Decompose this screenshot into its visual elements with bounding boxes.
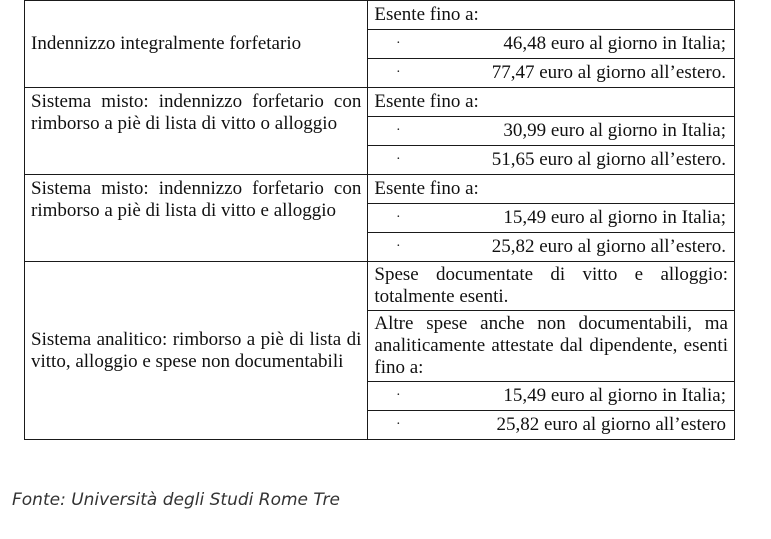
row1-label: Indennizzo integralmente forfetario <box>25 1 368 88</box>
bullet-icon: · <box>396 36 401 51</box>
row3-header: Esente fino a: <box>368 175 735 204</box>
source-caption: Fonte: Università degli Studi Rome Tre <box>12 490 340 510</box>
bullet-icon: · <box>396 123 401 138</box>
row3-bullet-1: · 15,49 euro al giorno in Italia; <box>368 204 735 233</box>
row2-header: Esente fino a: <box>368 88 735 117</box>
bullet-icon: · <box>396 417 401 432</box>
row4-bullet-2: · 25,82 euro al giorno all’estero <box>368 411 735 440</box>
row2-label: Sistema misto: indennizzo forfetario con rimborso a piè di lista di vitto o alloggio <box>25 88 368 175</box>
row2-bullet-1: · 30,99 euro al giorno in Italia; <box>368 117 735 146</box>
tax-exemption-table <box>24 0 735 440</box>
row4-label: Sistema analitico: rimborso a piè di lista di vitto, alloggio e spese non documentabili <box>25 262 368 440</box>
row4-bullet-1: · 15,49 euro al giorno in Italia; <box>368 382 735 411</box>
bullet-icon: · <box>396 65 401 80</box>
row1-header: Esente fino a: <box>368 1 735 30</box>
row3-label: Sistema misto: indennizzo forfetario con rimborso a piè di lista di vitto e alloggio <box>25 175 368 262</box>
row1-bullet-2: · 77,47 euro al giorno all’estero. <box>368 59 735 88</box>
row3-bullet-2: · 25,82 euro al giorno all’estero. <box>368 233 735 262</box>
bullet-icon: · <box>396 239 401 254</box>
bullet-icon: · <box>396 388 401 403</box>
row1-bullet-1: · 46,48 euro al giorno in Italia; <box>368 30 735 59</box>
bullet-icon: · <box>396 210 401 225</box>
row2-bullet-2: · 51,65 euro al giorno all’estero. <box>368 146 735 175</box>
row4-para1: Spese documentate di vitto e alloggio: totalmente esenti. <box>368 262 735 311</box>
row4-para2: Altre spese anche non documentabili, ma analiticamente attestate dal dipendente, esenti fino a: <box>368 311 735 382</box>
bullet-icon: · <box>396 152 401 167</box>
